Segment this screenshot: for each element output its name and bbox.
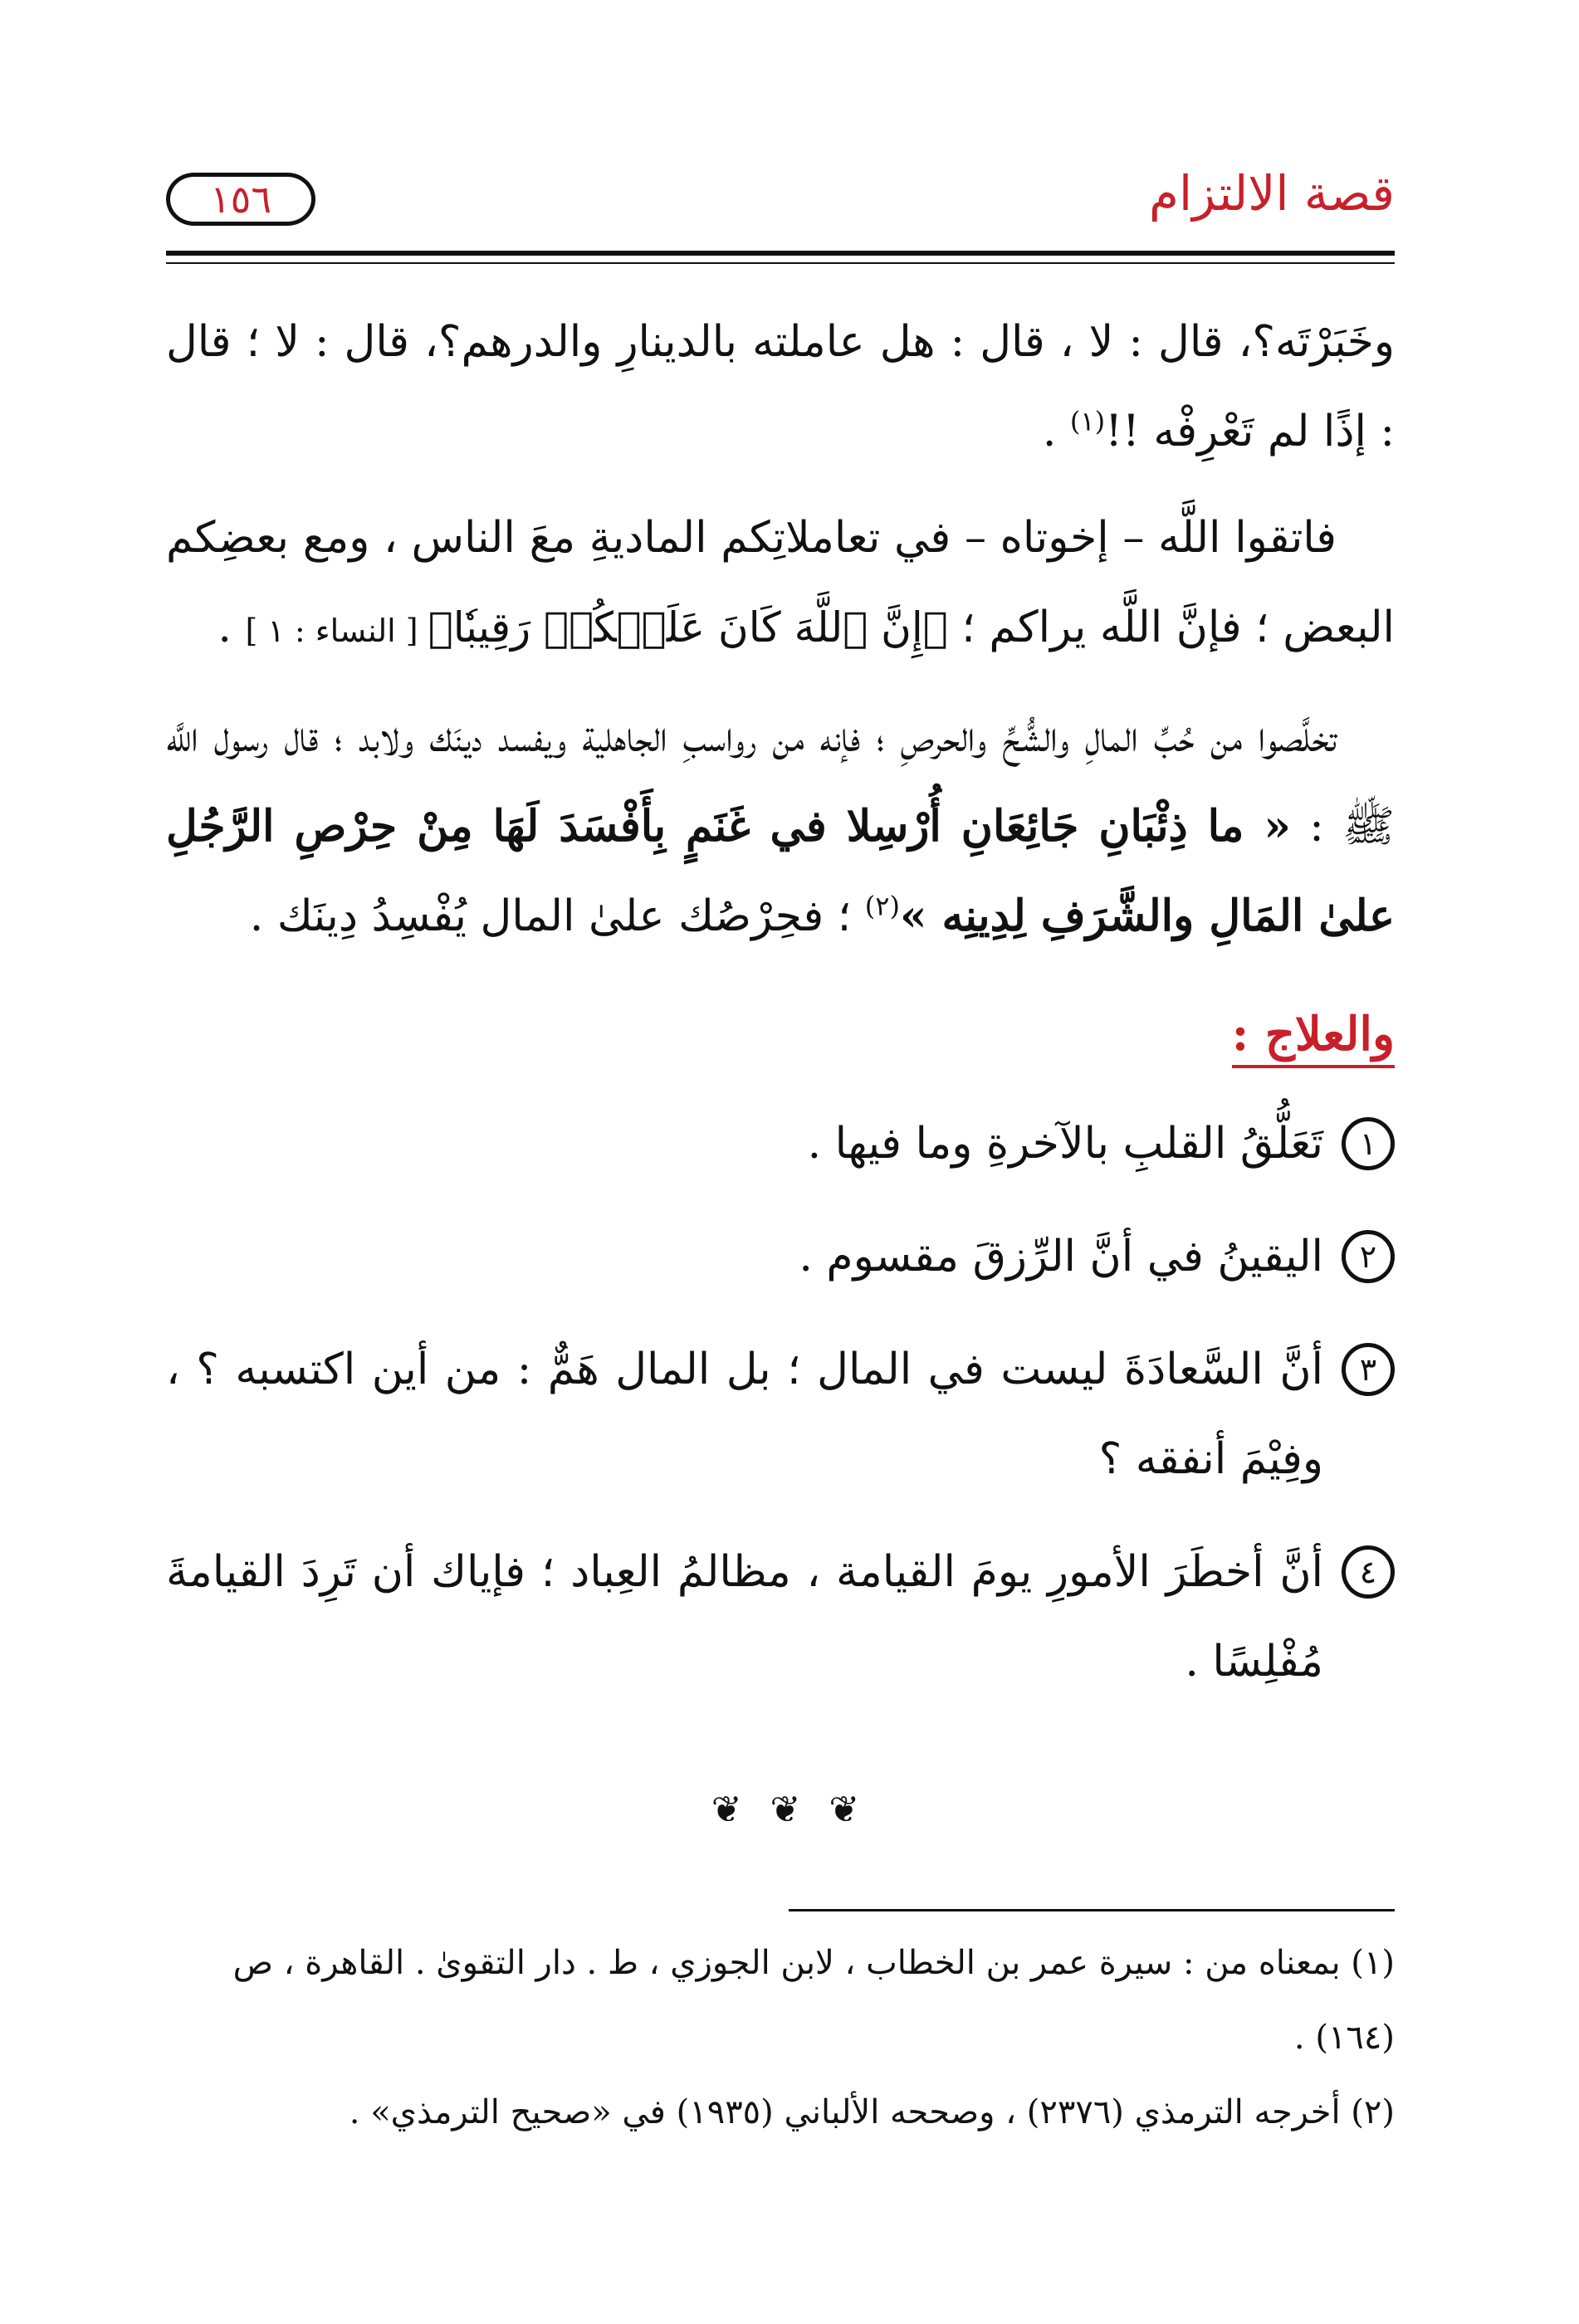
page-header xyxy=(166,149,1395,241)
paragraph-3-end: ؛ فحِرْصُك علىٰ المال يُفْسِدُ دِينَك . xyxy=(249,891,865,941)
page-number: ١٥٦ xyxy=(209,177,272,222)
circled-number: ٤ xyxy=(1342,1545,1395,1599)
paragraph-1-end: . xyxy=(1042,407,1070,456)
footnote-1: (١) بمعناه من : سيرة عمر بن الخطاب ، لابن الجوزي ، ط . دار التقوىٰ . القاهرة ، ص (١٦٤) . xyxy=(232,1944,1395,2057)
circled-number: ٣ xyxy=(1342,1343,1395,1396)
remedy-item-text: تَعَلُّقُ القلبِ بالآخرةِ وما فيها . xyxy=(807,1119,1323,1169)
verse-reference: [ النساء : ١ ] xyxy=(245,613,428,649)
header-rule-thin xyxy=(166,262,1395,264)
footnote-marker-1[interactable]: (١) xyxy=(1069,405,1106,437)
list-item xyxy=(166,1325,1395,1504)
page-number-frame xyxy=(166,173,315,226)
remedy-item-text: أنَّ السَّعادَةَ ليست في المال ؛ بل المال هَمٌّ : من أين اكتسبه ؟ ، وفِيْمَ أنفقه ؟ xyxy=(166,1345,1323,1484)
circled-number: ١ xyxy=(1342,1117,1395,1170)
list-item xyxy=(166,1099,1395,1189)
hadith-quote: « ما ذِئْبَانِ جَائِعَانِ أُرْسِلا في غَنَمٍ بِأَفْسَدَ لَهَا مِنْ حِرْصِ الرَّجُلِ علىٰ المَالِ والشَّرَفِ لِدِينِه » xyxy=(166,801,1395,941)
list-item xyxy=(166,1212,1395,1301)
main-text xyxy=(166,297,1395,1730)
footnote-2: (٢) أخرجه الترمذي (٢٣٧٦) ، وصححه الألباني (١٩٣٥) في «صحيح الترمذي» . xyxy=(349,2093,1395,2131)
remedy-heading xyxy=(166,989,1395,1079)
list-item xyxy=(166,1527,1395,1706)
paragraph-2 xyxy=(166,493,1395,676)
remedy-heading-text: والعلاج : xyxy=(1232,1007,1395,1068)
paragraph-2-end: . xyxy=(218,603,246,652)
paragraph-3 xyxy=(166,692,1395,961)
paragraph-1-text: وخَبَرْتَه؟، قال : لا ، قال : هل عاملته بالدينارِ والدرهم؟، قال : لا ؛ قال : إذًا لم تَعْرِفْه !! xyxy=(166,317,1395,456)
section-end-ornament-icon: ❦ ❦ ❦ xyxy=(711,1789,868,1831)
footnotes xyxy=(166,1926,1395,2150)
footnote-marker-2[interactable]: (٢) xyxy=(864,890,900,922)
circled-number: ٢ xyxy=(1342,1230,1395,1283)
book-title: قصة الالتزام xyxy=(1149,165,1395,222)
remedy-item-text: اليقينُ في أنَّ الرِّزقَ مقسوم . xyxy=(799,1232,1323,1282)
paragraph-2-text: فاتقوا اللَّه – إخوتاه – في تعاملاتِكم الماديةِ معَ الناس ، ومع بعضِكم البعض ؛ فإنَّ اللَّه يراكم ؛ xyxy=(166,513,1395,652)
remedy-list xyxy=(166,1099,1395,1706)
paragraph-1 xyxy=(166,297,1395,476)
remedy-item-text: أنَّ أخطَرَ الأمورِ يومَ القيامة ، مظالمُ العِباد ؛ فإياك أن تَرِدَ القيامةَ مُفْلِسًا . xyxy=(166,1547,1323,1687)
header-rule-thick xyxy=(166,251,1395,256)
footnote-separator xyxy=(789,1909,1395,1911)
paragraph-3-text: تخلَّصوا من حُبِّ المالِ والشُّحِّ والحرصِ ؛ فإنه من رواسبِ الجاهلية ويفسد دينَك ولابد ؛ قال رسول اللَّه ﷺ : xyxy=(166,712,1395,852)
quran-verse: ﴿إِنَّ ٱللَّهَ كَانَ عَلَيۡكُمۡ رَقِيبٗا﴾ xyxy=(428,603,948,652)
